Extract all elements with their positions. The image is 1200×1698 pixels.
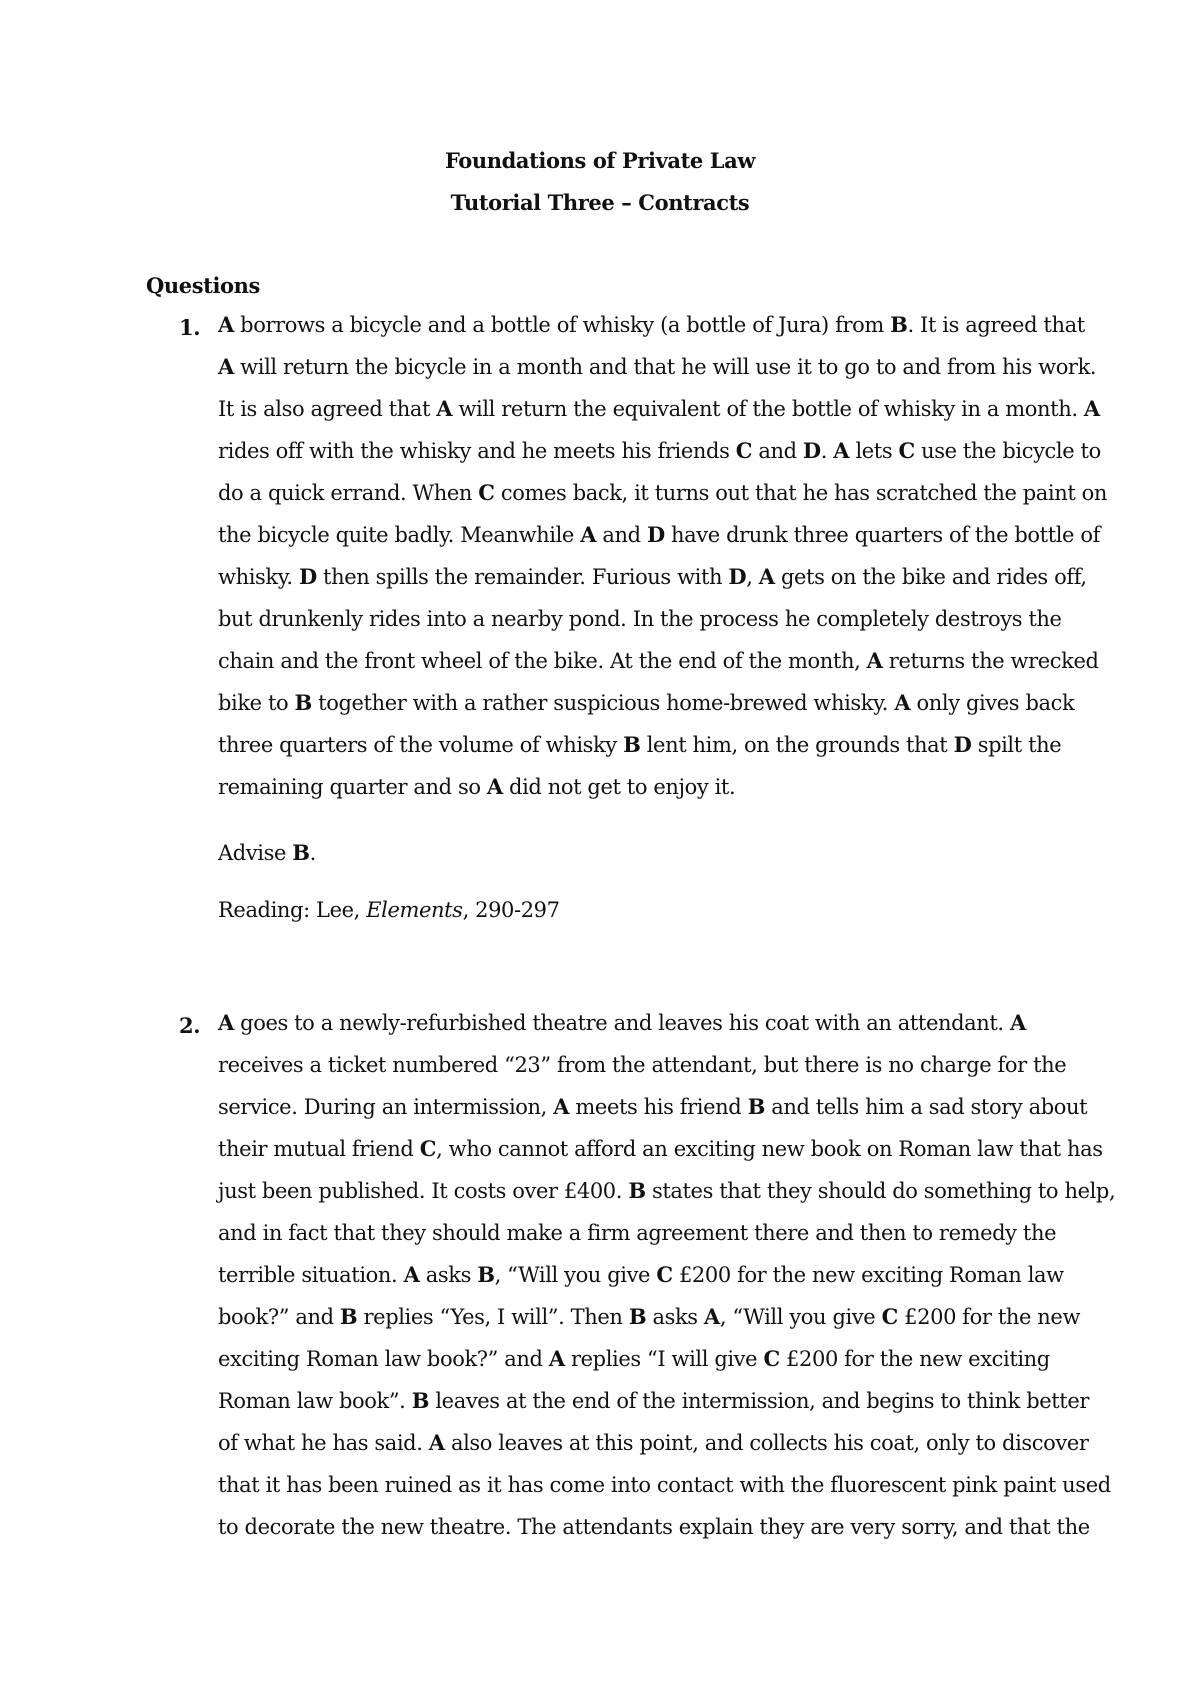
text-run: gets on the bike and rides off, [774,565,1087,589]
text-run: then spills the remainder. Furious with [316,565,729,589]
bold-party-label: D [298,564,317,589]
bold-party-label: B [623,732,641,757]
bold-party-label: A [486,774,503,799]
text-run: states that they should do something to help, [645,1179,1116,1203]
text-run: £200 for the new exciting Roman law [672,1263,1064,1287]
question-1-advise [218,840,316,865]
text-line [218,1086,1088,1128]
text-run: returns the wrecked [882,649,1099,673]
text-run: just been published. It costs over £400. [218,1179,629,1203]
text-run: , 290-297 [462,898,560,922]
text-run: replies “I will give [564,1347,764,1371]
text-line [218,724,1062,766]
text-run: service. During an intermission, [218,1095,554,1119]
text-run: lets [849,439,899,463]
text-run: , “Will you give [719,1305,882,1329]
text-run: and [752,439,803,463]
text-run: of what he has said. [218,1431,429,1455]
text-line [218,1380,1090,1422]
text-run: . It is agreed that [907,313,1085,337]
bold-party-label: A [580,522,597,547]
text-run: rides off with the whisky and he meets his friends [218,439,736,463]
bold-party-label: C [478,480,495,505]
italic-title: Elements [366,898,463,922]
text-run: leaves at the end of the intermission, and begins to think better [429,1389,1090,1413]
text-line [218,304,1085,346]
text-run: together with a rather suspicious home-brewed whisky. [311,691,895,715]
text-run: the bicycle quite badly. Meanwhile [218,523,581,547]
text-run: chain and the front wheel of the bike. At the end of the month, [218,649,867,673]
text-run: only gives back [910,691,1075,715]
text-line [218,1422,1089,1464]
bold-party-label: B [294,690,312,715]
text-run: £200 for the new [897,1305,1081,1329]
text-run: meets his friend [569,1095,748,1119]
bold-party-label: A [218,312,234,337]
text-run: terrible situation. [218,1263,404,1287]
text-line [218,1002,1058,1044]
text-line [218,346,1097,388]
bold-party-label: A [1083,396,1100,421]
bold-party-label: C [898,438,915,463]
text-run: borrows a bicycle and a bottle of whisky (a bottle of Jura) from [233,313,891,337]
bold-party-label: B [747,1094,765,1119]
text-run: £200 for the new exciting [779,1347,1050,1371]
text-run: goes to a newly-refurbished theatre and leaves his coat with an attendant. [233,1011,1010,1035]
text-run: and in fact that they should make a firm agreement there and then to remedy the [218,1221,1057,1245]
text-line [218,766,1058,808]
text-line [218,472,1108,514]
bold-party-label: A [1010,1010,1026,1035]
text-run: that it has been ruined as it has come into contact with the fluorescent pink paint used [218,1473,1111,1497]
text-line [218,1212,1058,1254]
bold-party-label: A [894,690,911,715]
bold-party-label: A [218,354,234,379]
bold-party-label: A [403,1262,420,1287]
bold-party-label: B [628,1178,646,1203]
text-run: . [820,439,834,463]
text-run: spilt the [971,733,1062,757]
bold-party-label: C [763,1346,780,1371]
text-run: do a quick errand. When [218,481,479,505]
bold-party-label: A [436,396,453,421]
question-2-text [218,1002,1116,1548]
text-run: will return the bicycle in a month and that he will use it to go to and from his work. [233,355,1097,379]
text-run: but drunkenly rides into a nearby pond. In the process he completely destroys the [218,607,1062,631]
text-run: use the bicycle to [914,439,1101,463]
text-line [218,514,1100,556]
text-run: their mutual friend [218,1137,420,1161]
text-run: receives a ticket numbered “23” from the attendant, but there is no charge for the [218,1053,1067,1077]
document-subtitle: Tutorial Three – Contracts [450,190,750,215]
text-run: exciting Roman law book?” and [218,1347,549,1371]
bold-party-label: A [833,438,850,463]
text-line [218,1254,1064,1296]
bold-party-label: B [628,1304,647,1329]
text-line [218,1464,1111,1506]
text-run: , who cannot afford an exciting new book on Roman law that has [436,1137,1103,1161]
text-run: will return the equivalent of the bottle of whisky in a month. [452,397,1084,421]
bold-party-label: B [477,1262,495,1287]
bold-party-label: D [953,732,972,757]
text-run: Reading: Lee, [218,898,367,922]
text-run: lent him, on the grounds that [640,733,954,757]
text-line [218,430,1101,472]
text-line [218,1128,1103,1170]
bold-party-label: A [218,1010,234,1035]
bold-party-label: C [881,1304,898,1329]
text-line [218,1338,1058,1380]
text-run: asks [419,1263,478,1287]
question-1-text [218,304,1108,808]
text-line [218,1296,1081,1338]
text-run: replies “Yes, I will”. Then [357,1305,629,1329]
bold-party-label: A [548,1346,565,1371]
text-line [218,598,1062,640]
bold-party-label: A [428,1430,445,1455]
bold-party-label: C [735,438,753,463]
document-title: Foundations of Private Law [444,148,756,173]
bold-party-label: B [339,1304,358,1329]
text-run: have drunk three quarters of the bottle of [664,523,1100,547]
text-line [218,388,1100,430]
text-run: comes back, it turns out that he has scratched the paint on [494,481,1108,505]
text-line [218,682,1075,724]
bold-party-label: C [656,1262,673,1287]
bold-party-label: C [419,1136,437,1161]
text-run: whisky. [218,565,299,589]
text-run: . [309,841,316,865]
text-run: remaining quarter and so [218,775,487,799]
text-run: and [596,523,647,547]
text-line [218,556,1087,598]
bold-party-label: A [703,1304,720,1329]
text-run: three quarters of the volume of whisky [218,733,624,757]
text-line [218,1506,1090,1548]
text-run: Advise [218,841,293,865]
question-number: 1. [179,315,201,340]
text-run: , “Will you give [494,1263,657,1287]
text-run: did not get to enjoy it. [502,775,736,799]
text-run: book?” and [218,1305,340,1329]
text-run: to decorate the new theatre. The attendants explain they are very sorry, and that the [218,1515,1090,1539]
text-run: asks [646,1305,704,1329]
text-line [218,1044,1067,1086]
text-run: Roman law book”. [218,1389,412,1413]
question-1-reading [218,898,560,922]
text-run: It is also agreed that [218,397,437,421]
text-run: and tells him a sad story about [764,1095,1088,1119]
bold-party-label: D [646,522,665,547]
bold-party-label: A [866,648,883,673]
text-run: bike to [218,691,295,715]
text-run: also leaves at this point, and collects his coat, only to discover [444,1431,1089,1455]
bold-party-label: A [553,1094,570,1119]
text-run: , [746,565,759,589]
bold-party-label: D [802,438,821,463]
question-number: 2. [179,1013,201,1038]
bold-party-label: A [758,564,775,589]
bold-party-label: D [728,564,747,589]
bold-party-label: B [411,1388,430,1413]
text-line [218,1170,1116,1212]
bold-party-label: B [890,312,908,337]
text-line [218,640,1099,682]
bold-party-label: B [292,840,310,865]
section-heading: Questions [146,273,260,298]
